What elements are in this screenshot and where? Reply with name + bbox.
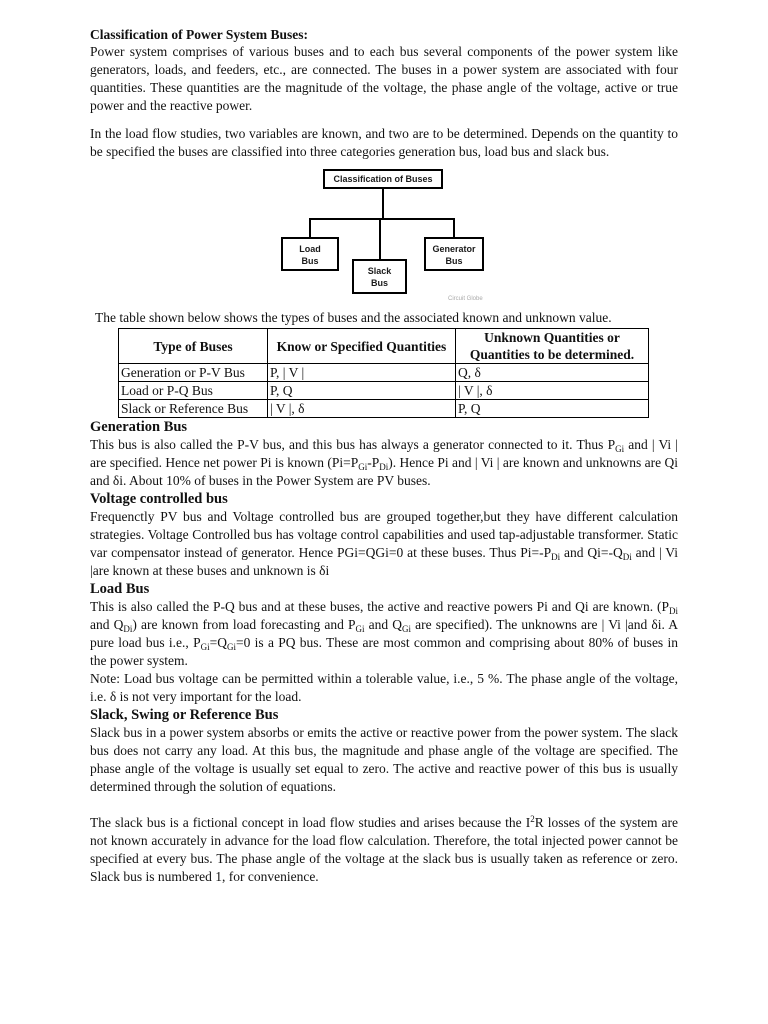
- table-header-cell: Type of Buses: [119, 329, 268, 364]
- slack-bus-paragraph-2: The slack bus is a fictional concept in load flow studies and arises because the $I^2R$ losses of the system are not known accurately in advance for the load flow calculation. Therefore, the total injected power cannot be specified at every bus. The phase angle of the voltage at the slack bus is usually taken as reference or zero. Slack bus is numbered 1, for convenience.: [90, 814, 678, 884]
- table-header-row: [119, 329, 649, 364]
- table-cell: Load or P-Q Bus: [119, 382, 268, 400]
- diagram-root-box: [323, 169, 443, 189]
- classification-diagram: [90, 167, 678, 305]
- table-caption: The table shown below shows the types of buses and the associated known and unknown value.: [95, 310, 612, 325]
- gen-box-line2: Bus: [445, 256, 463, 266]
- connector-line: [379, 218, 381, 259]
- table-cell: Q, δ: [456, 364, 649, 382]
- load-bus-paragraph: This is also called the P-Q bus and at these buses, the active and reactive powers Pi and Qi are known. ($P_{Di}$ and $Q_{Di}$) are known from load forecasting and $P_{Gi}$ and $Q_{Gi}$ are specified). The unknowns are | Vi |and δi. A pure load bus i.e., $P_{Gi}=Q_{Gi}=0$ is a PQ bus. These are most common and comprising about 80% of buses in the power system.: [90, 599, 678, 668]
- connector-line: [382, 189, 384, 219]
- slack-bus-paragraph-1: Slack bus in a power system absorbs or emits the active or reactive power from the power system. The slack bus does not carry any load. At this bus, the magnitude and phase angle of the voltage are specified. The phase angle of the voltage is usually set equal to zero. The active and reactive power of this bus is usually determined through the solution of equations.: [90, 725, 678, 794]
- generation-bus-paragraph: This bus is also called the P-V bus, and this bus has always a generator connected to it. Thus $P_{Gi}$ and | Vi | are specified. Hence net power Pi is known $(Pi=P_{Gi}-P_{Di})$. Hence Pi and | Vi | are known and unknowns are Qi and δi. About 10% of buses in the Power System are PV buses.: [90, 437, 678, 488]
- connector-line: [309, 218, 311, 237]
- table-cell: P, Q: [456, 400, 649, 418]
- table-cell: | V |, δ: [268, 400, 456, 418]
- document-title: Classification of Power System Buses:: [90, 27, 308, 42]
- connector-line: [453, 218, 455, 237]
- generation-bus-heading: Generation Bus: [90, 419, 188, 435]
- slack-box-line1: Slack: [367, 266, 392, 276]
- table-row: [119, 382, 649, 400]
- table-row: [119, 400, 649, 418]
- voltage-controlled-bus-heading: Voltage controlled bus: [90, 491, 228, 507]
- voltage-controlled-bus-paragraph: Frequenctly PV bus and Voltage controlled bus are grouped together,but they have different calculation strategies. Voltage Controlled bus has voltage control capabilities and used tap-adjustable transformer. Static var compensator instead of generator. Hence PGi=QGi=0 at these buses. Thus $Pi=-P_{Di}$ and $Qi=-Q_{Di}$ and | Vi |are known at these buses and unknown is δi: [90, 509, 678, 578]
- gen-box-line1: Generator: [432, 244, 476, 254]
- document-page: [90, 26, 678, 886]
- slack-bus-heading: Slack, Swing or Reference Bus: [90, 707, 279, 723]
- bus-types-table: [118, 328, 649, 418]
- table-header-cell: Unknown Quantities or Quantities to be determined.: [456, 329, 649, 364]
- diagram-generator-bus-box: [424, 237, 484, 271]
- diagram-watermark: Circuit Globe: [448, 296, 483, 302]
- load-box-line1: Load: [299, 244, 321, 254]
- table-cell: Slack or Reference Bus: [119, 400, 268, 418]
- table-header-cell: Know or Specified Quantities: [268, 329, 456, 364]
- table-cell: | V |, δ: [456, 382, 649, 400]
- load-box-line2: Bus: [301, 256, 319, 266]
- slack-box-line2: Bus: [370, 278, 388, 288]
- load-bus-note: Note: Load bus voltage can be permitted within a tolerable value, i.e., 5 %. The phase angle of the voltage, i.e. δ is not very important for the load.: [90, 671, 678, 704]
- load-bus-heading: Load Bus: [90, 581, 150, 597]
- diagram-root-label: Classification of Buses: [333, 174, 433, 184]
- table-row: [119, 364, 649, 382]
- connector-line: [309, 218, 455, 220]
- table-cell: P, | V |: [268, 364, 456, 382]
- intro-paragraph-1: Power system comprises of various buses and to each bus several components of the power system like generators, loads, and feeders, etc., are connected. The buses in a power system are associated with four quantities. These quantities are the magnitude of the voltage, the phase angle of the voltage, active or true power and the reactive power.: [90, 44, 678, 113]
- diagram-load-bus-box: [281, 237, 339, 271]
- table-cell: Generation or P-V Bus: [119, 364, 268, 382]
- table-cell: P, Q: [268, 382, 456, 400]
- intro-paragraph-2: In the load flow studies, two variables are known, and two are to be determined. Depends on the quantity to be specified the buses are classified into three categories generation bus, load bus and slack bus.: [90, 126, 678, 159]
- diagram-slack-bus-box: [352, 259, 407, 294]
